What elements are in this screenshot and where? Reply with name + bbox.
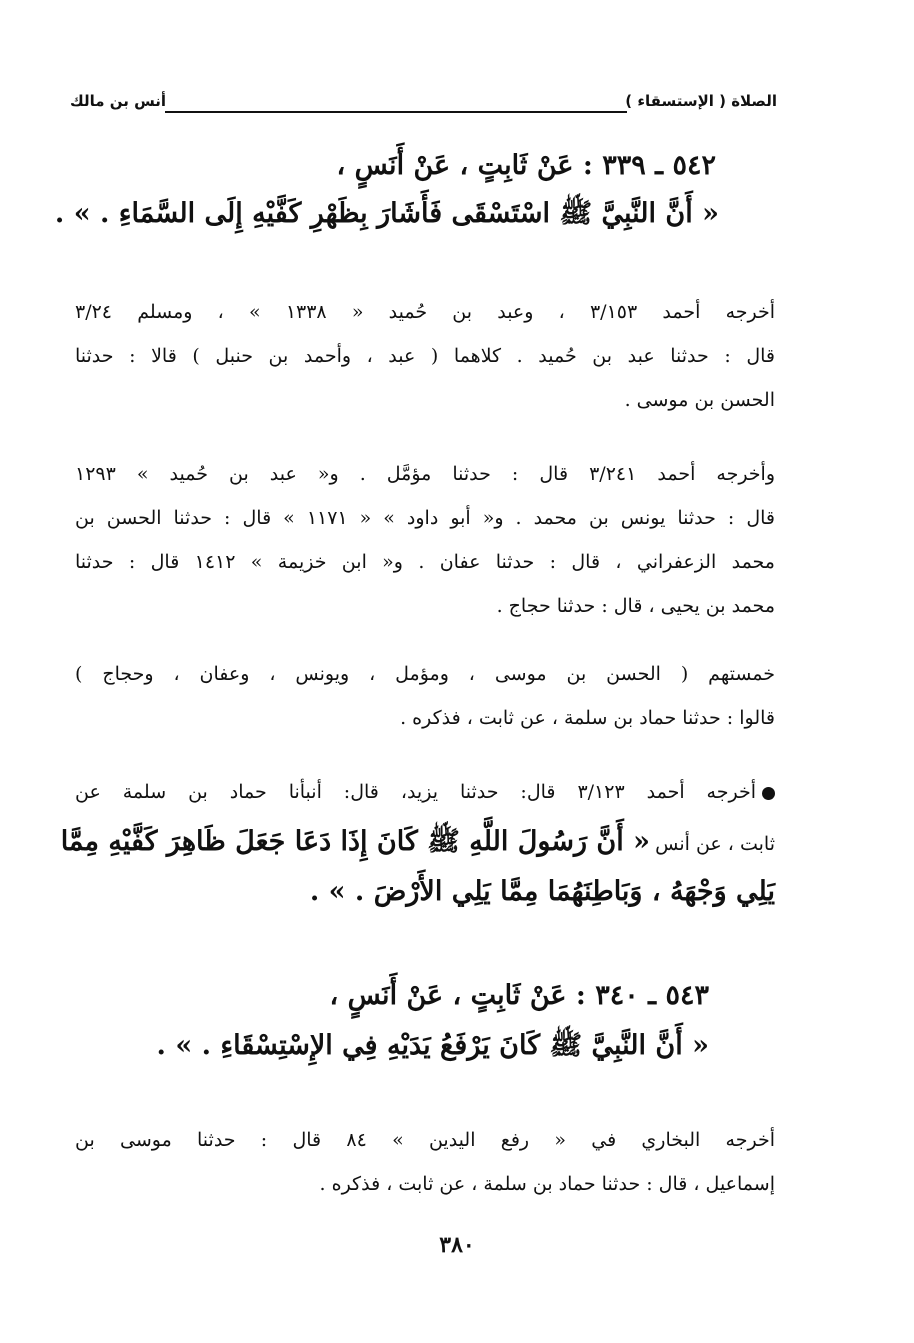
hadith-542-text xyxy=(54,190,719,238)
takhrij-4-prefix: ثابت ، عن أنس xyxy=(655,833,775,855)
takhrij-paragraph-3 xyxy=(75,652,775,740)
takhrij-1-line-1: أخرجه أحمد ٣/١٥٣ ، وعبد بن حُميد « ١٣٣٨ » ، ومسلم ٣/٢٤ xyxy=(75,301,776,323)
chapter-title: الصلاة ( الإستسقاء ) xyxy=(625,92,777,110)
hadith-543 xyxy=(109,972,709,1020)
takhrij-3-line-1: خمستهم ( الحسن بن موسى ، ومؤمل ، ويونس ، وعفان ، وحجاج ) xyxy=(75,663,775,685)
takhrij-paragraph-4 xyxy=(75,770,775,814)
takhrij-4-line-3 xyxy=(75,868,775,919)
takhrij-3-line-2: قالوا : حدثنا حماد بن سلمة ، عن ثابت ، فذكره . xyxy=(400,707,775,729)
takhrij-paragraph-2 xyxy=(75,452,775,628)
takhrij-2-line-3: محمد الزعفراني ، قال : حدثنا عفان . و« ابن خزيمة » ١٤١٢ قال : حدثنا xyxy=(75,551,775,573)
takhrij-paragraph-1 xyxy=(75,290,775,422)
hadith-542 xyxy=(96,142,716,190)
takhrij-1-line-2: قال : حدثنا عبد بن حُميد . كلاهما ( عبد ، وأحمد بن حنبل ) قالا : حدثنا xyxy=(75,345,775,367)
takhrij-5-line-1: أخرجه البخاري في « رفع اليدين » ٨٤ قال : حدثنا موسى بن xyxy=(75,1129,775,1151)
takhrij-4-quote-line-2: يَلِي وَجْهَهُ ، وَبَاطِنَهُمَا مِمَّا يَلِي الأَرْضَ . » . xyxy=(309,876,775,907)
takhrij-2-line-4: محمد بن يحيى ، قال : حدثنا حجاج . xyxy=(496,595,775,617)
takhrij-4-line-1-text: أخرجه أحمد ٣/١٢٣ قال: حدثنا يزيد، قال: أنبأنا حماد بن سلمة عن xyxy=(75,781,756,803)
hadith-542-text-line: « أَنَّ النَّبِيَّ ﷺ اسْتَسْقَى فَأَشَارَ بِظَهْرِ كَفَّيْهِ إِلَى السَّمَاءِ . » . xyxy=(54,198,719,229)
takhrij-2-line-1: وأخرجه أحمد ٣/٢٤١ قال : حدثنا مؤمَّل . و« عبد بن حُميد » ١٢٩٣ xyxy=(75,463,775,485)
hadith-543-text-line: « أَنَّ النَّبِيَّ ﷺ كَانَ يَرْفَعُ يَدَيْهِ فِي الإِسْتِسْقَاءِ . » . xyxy=(156,1030,709,1061)
narrator-title: أنس بن مالك xyxy=(70,92,167,110)
running-header xyxy=(70,92,777,120)
hadith-542-number-line: ٥٤٢ ـ ٣٣٩ : عَنْ ثَابِتٍ ، عَنْ أَنَسٍ ، xyxy=(336,150,716,181)
page-number: ٣٨٠ xyxy=(439,1232,475,1258)
header-rule xyxy=(165,111,627,113)
takhrij-4-line-2 xyxy=(60,818,775,869)
takhrij-4-quote-line-1: « أَنَّ رَسُولَ اللَّهِ ﷺ كَانَ إِذَا دَعَا جَعَلَ ظَاهِرَ كَفَّيْهِ مِمَّا xyxy=(60,826,651,857)
bullet-icon xyxy=(762,787,775,800)
takhrij-paragraph-5 xyxy=(75,1118,775,1206)
hadith-543-number-line: ٥٤٣ ـ ٣٤٠ : عَنْ ثَابِتٍ ، عَنْ أَنَسٍ ، xyxy=(329,980,709,1011)
takhrij-1-line-3: الحسن بن موسى . xyxy=(624,389,775,411)
hadith-543-text xyxy=(109,1022,709,1070)
takhrij-4-line-1 xyxy=(75,770,775,814)
takhrij-5-line-2: إسماعيل ، قال : حدثنا حماد بن سلمة ، عن ثابت ، فذكره . xyxy=(319,1173,775,1195)
takhrij-2-line-2: قال : حدثنا يونس بن محمد . و« أبو داود » « ١١٧١ » قال : حدثنا الحسن بن xyxy=(75,507,776,529)
